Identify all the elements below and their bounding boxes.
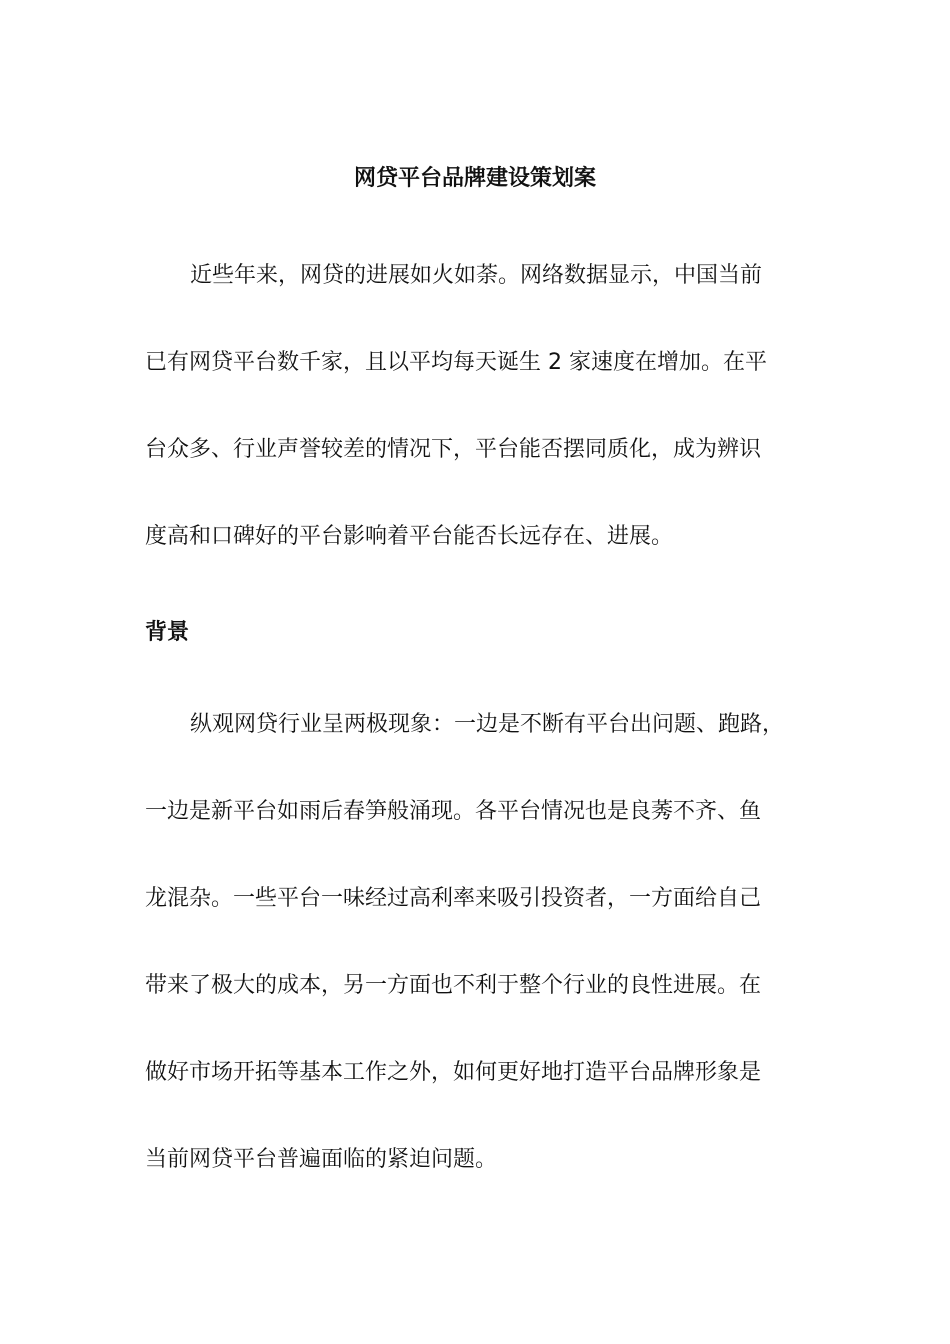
- background-line-6: 当前网贷平台普遍面临的紧迫问题。: [145, 1147, 498, 1172]
- background-line-1: 纵观网贷行业呈两极现象：一边是不断有平台出问题、跑路，: [190, 712, 785, 737]
- intro-line-2: 已有网贷平台数千家，且以平均每天诞生 2 家速度在增加。在平: [145, 350, 767, 375]
- background-line-3: 龙混杂。一些平台一味经过高利率来吸引投资者，一方面给自己: [145, 886, 762, 911]
- intro-line-1: 近些年来，网贷的进展如火如荼。网络数据显示，中国当前: [190, 263, 763, 288]
- background-line-5: 做好市场开拓等基本工作之外，如何更好地打造平台品牌形象是: [145, 1060, 762, 1085]
- background-line-4: 带来了极大的成本，另一方面也不利于整个行业的良性进展。在: [145, 973, 762, 998]
- intro-line-4: 度高和口碑好的平台影响着平台能否长远存在、进展。: [145, 524, 674, 549]
- document-title: 网贷平台品牌建设策划案: [353, 166, 596, 191]
- background-line-2: 一边是新平台如雨后春笋般涌现。各平台情况也是良莠不齐、鱼: [145, 799, 762, 824]
- section-heading-background: 背景: [145, 620, 190, 645]
- intro-line-3: 台众多、行业声誉较差的情况下，平台能否摆同质化，成为辨识: [145, 437, 762, 462]
